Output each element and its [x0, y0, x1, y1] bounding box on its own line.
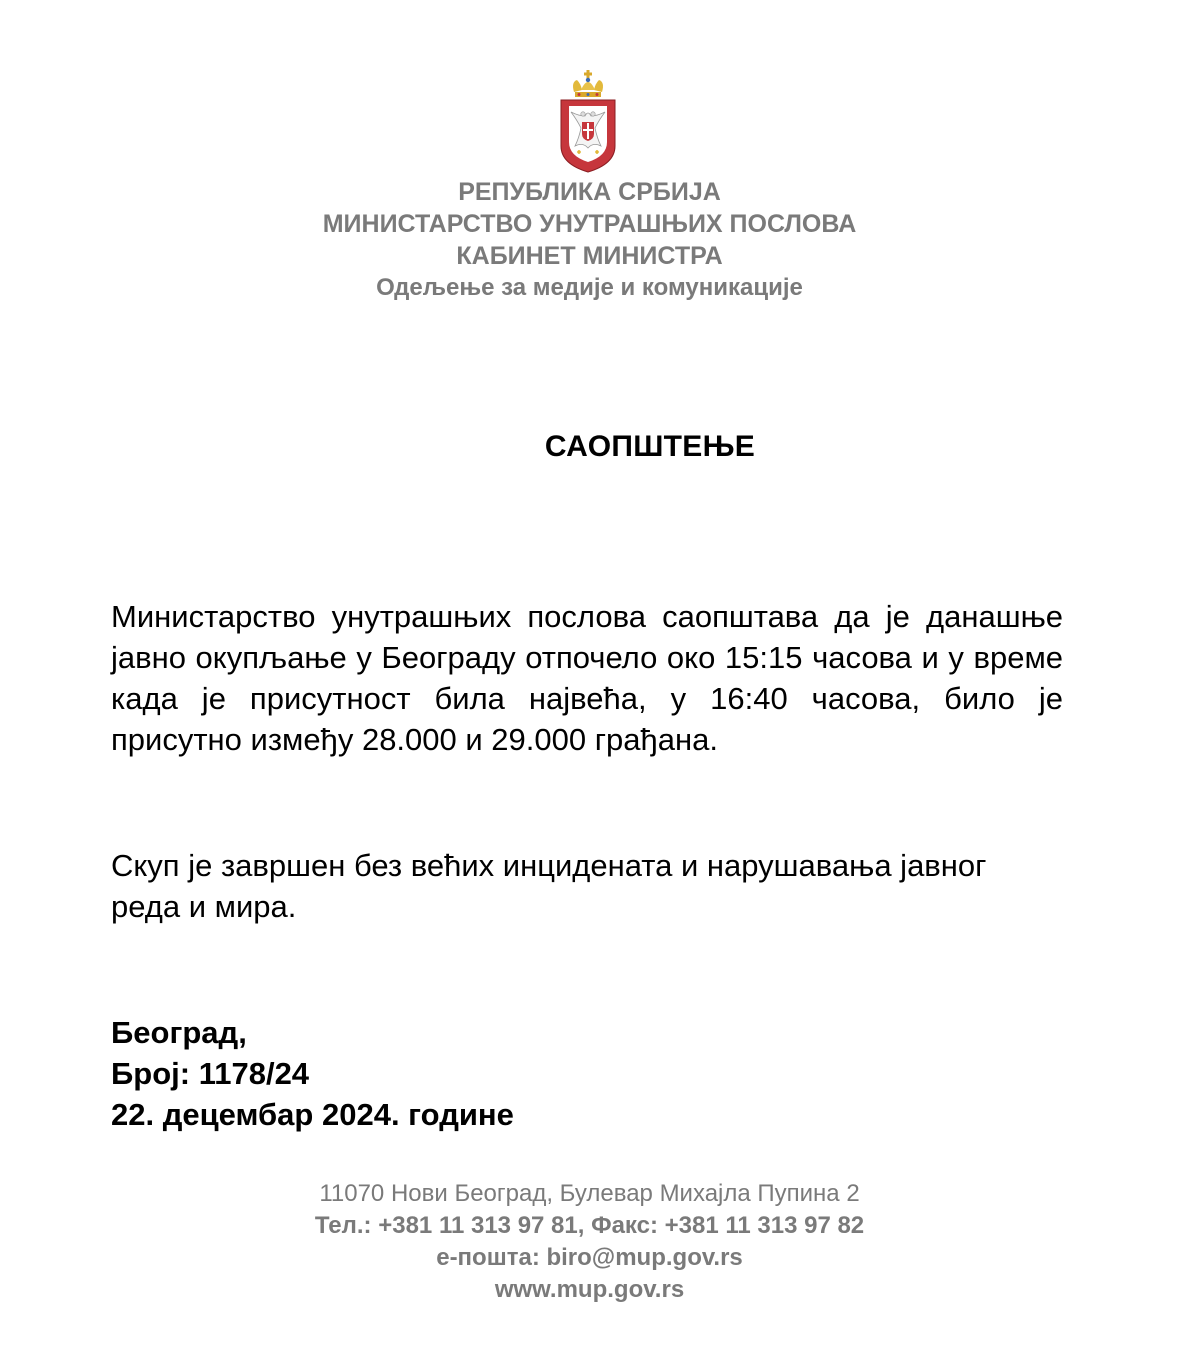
serbian-coat-of-arms-icon [557, 68, 619, 174]
header-ministry: МИНИСТАРСТВО УНУТРАШЊИХ ПОСЛОВА [322, 210, 857, 238]
footer-phone-fax: Тел.: +381 11 313 97 81, Факс: +381 11 313 97 82 [314, 1212, 865, 1239]
header-department: Одељење за медије и комуникације [376, 274, 803, 301]
body-paragraph-1: Министарство унутрашњих послова саопштава да је данашње јавно окупљање у Београду отпочело око 15:15 часова и у време када је присутност била највећа, у 16:40 часова, било је присутно између 28.000 и 29.000 грађана. [111, 599, 1063, 757]
signature-date: 22. децембар 2024. године [111, 1097, 514, 1132]
body-paragraph-2: Скуп је завршен без већих инцидената и нарушавања јавног реда и мира. [111, 848, 987, 924]
document-title: САОПШТЕЊЕ [544, 430, 756, 463]
footer-email: е-пошта: biro@mup.gov.rs [436, 1244, 743, 1271]
signature-place: Београд, [111, 1015, 247, 1050]
document-header [0, 176, 1179, 304]
footer-website: www.mup.gov.rs [494, 1276, 685, 1303]
crown-icon [573, 70, 603, 97]
signature-number: Број: 1178/24 [111, 1056, 310, 1091]
header-cabinet: КАБИНЕТ МИНИСТРА [456, 242, 723, 270]
document-footer [0, 1178, 1179, 1306]
footer-address: 11070 Нови Београд, Булевар Михајла Пупина 2 [319, 1180, 860, 1207]
signature-block [111, 1012, 514, 1135]
header-country: РЕПУБЛИКА СРБИЈА [458, 178, 721, 206]
